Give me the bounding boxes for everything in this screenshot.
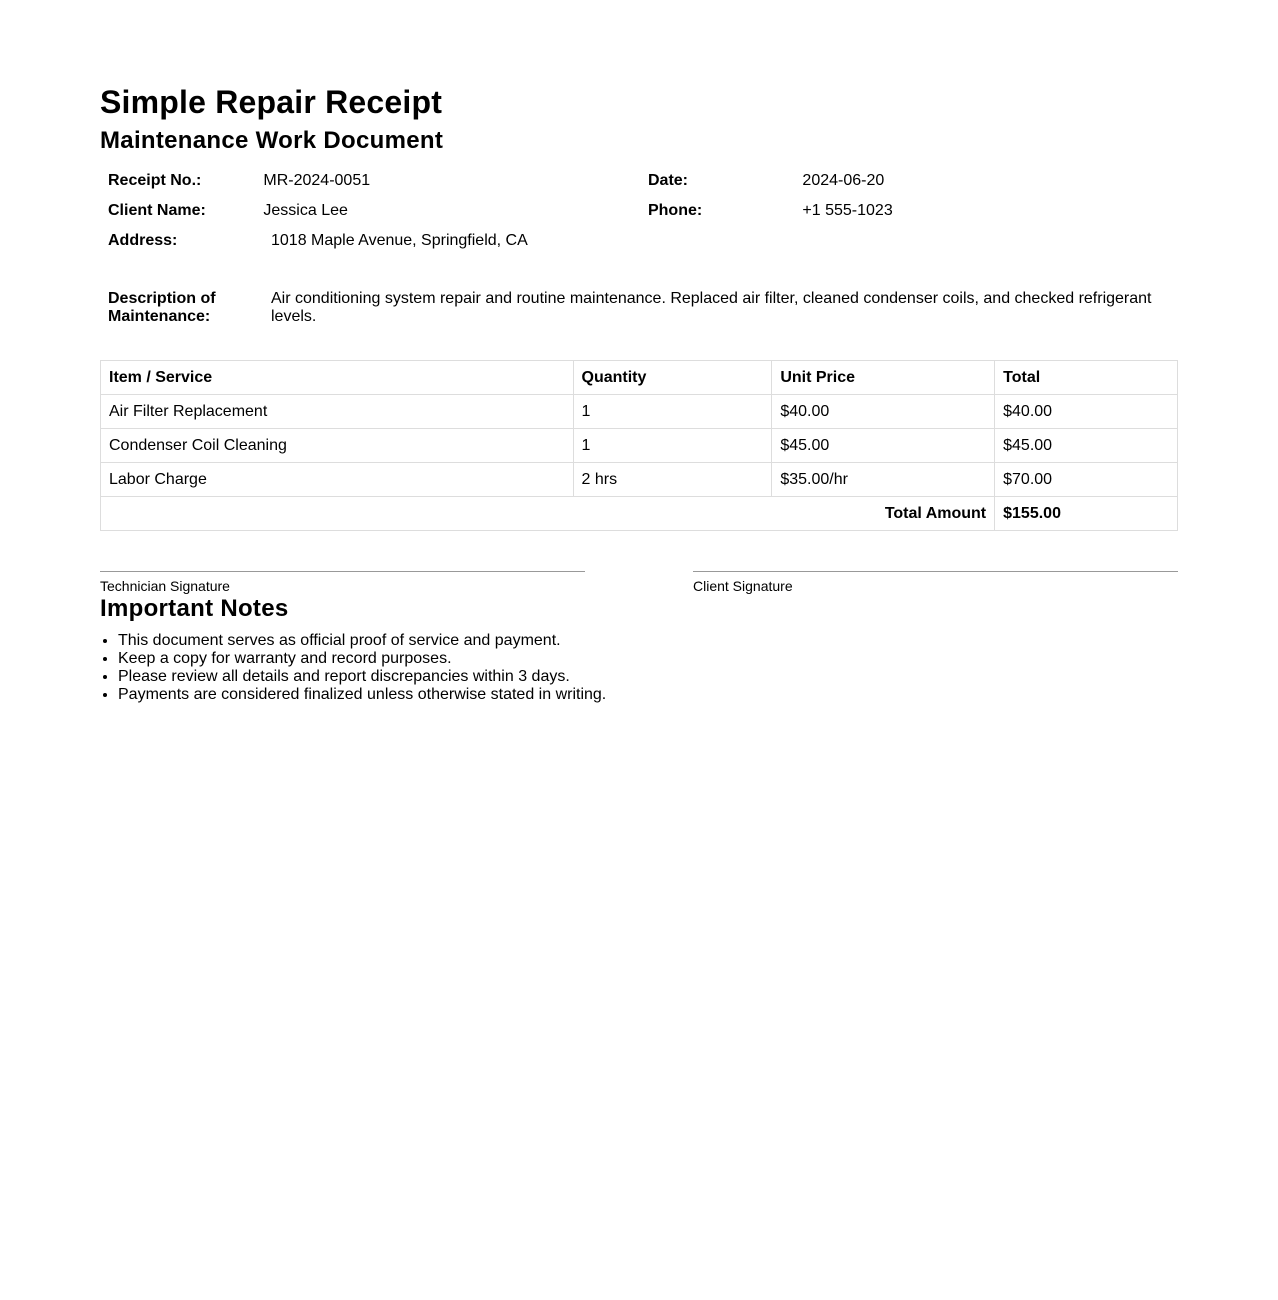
column-header-unit-price: Unit Price bbox=[772, 361, 995, 395]
date-label: Date: bbox=[647, 172, 688, 189]
date-value: 2024-06-20 bbox=[802, 172, 885, 189]
maintenance-description bbox=[100, 290, 1178, 326]
cell-item: Labor Charge bbox=[101, 463, 574, 497]
cell-item: Air Filter Replacement bbox=[101, 395, 574, 429]
table-row bbox=[101, 429, 1178, 463]
list-item: • Please review all details and report discrepancies within 3 days. bbox=[118, 668, 1178, 686]
phone-label: Phone: bbox=[647, 202, 703, 219]
items-table bbox=[100, 360, 1178, 531]
cell-item: Condenser Coil Cleaning bbox=[101, 429, 574, 463]
address-label: Address: bbox=[108, 232, 178, 249]
column-header-quantity: Quantity bbox=[573, 361, 772, 395]
receipt-no-label: Receipt No.: bbox=[108, 172, 202, 189]
list-item: • Keep a copy for warranty and record purposes. bbox=[118, 650, 1178, 668]
technician-signature-label: Technician Signature bbox=[100, 578, 230, 594]
page-subtitle: Maintenance Work Document bbox=[100, 127, 444, 154]
info-row bbox=[100, 172, 1178, 202]
info-row bbox=[100, 232, 1178, 262]
notes-title: Important Notes bbox=[100, 595, 289, 622]
cell-total: $45.00 bbox=[995, 429, 1178, 463]
cell-unit-price: $35.00/hr bbox=[772, 463, 995, 497]
page-title: Simple Repair Receipt bbox=[100, 84, 443, 120]
client-signature bbox=[693, 571, 1178, 594]
technician-signature bbox=[100, 571, 585, 594]
table-row bbox=[101, 463, 1178, 497]
table-header-row bbox=[101, 361, 1178, 395]
client-name-label: Client Name: bbox=[108, 202, 206, 219]
table-total-row bbox=[101, 497, 1178, 531]
column-header-item: Item / Service bbox=[101, 361, 574, 395]
cell-total: $70.00 bbox=[995, 463, 1178, 497]
client-name-value: Jessica Lee bbox=[263, 202, 348, 219]
total-amount-value: $155.00 bbox=[995, 497, 1178, 531]
receipt-info bbox=[100, 172, 1178, 262]
cell-quantity: 2 hrs bbox=[573, 463, 772, 497]
phone-value: +1 555-1023 bbox=[802, 202, 893, 219]
list-item: • This document serves as official proof of service and payment. bbox=[118, 632, 1178, 650]
cell-unit-price: $40.00 bbox=[772, 395, 995, 429]
list-item: • Payments are considered finalized unless otherwise stated in writing. bbox=[118, 686, 1178, 704]
cell-quantity: 1 bbox=[573, 395, 772, 429]
client-signature-label: Client Signature bbox=[693, 578, 793, 594]
info-row bbox=[100, 202, 1178, 232]
notes-list bbox=[100, 632, 1178, 704]
column-header-total: Total bbox=[995, 361, 1178, 395]
total-amount-label: Total Amount bbox=[101, 497, 995, 531]
cell-total: $40.00 bbox=[995, 395, 1178, 429]
receipt-no-value: MR-2024-0051 bbox=[263, 172, 371, 189]
description-label: Description of Maintenance: bbox=[108, 290, 216, 325]
cell-quantity: 1 bbox=[573, 429, 772, 463]
description-text: Air conditioning system repair and routine maintenance. Replaced air filter, cleaned condenser coils, and checked refrigerant levels. bbox=[271, 290, 1152, 325]
table-row bbox=[101, 395, 1178, 429]
cell-unit-price: $45.00 bbox=[772, 429, 995, 463]
signature-section bbox=[100, 571, 1178, 594]
address-value: 1018 Maple Avenue, Springfield, CA bbox=[271, 232, 528, 249]
